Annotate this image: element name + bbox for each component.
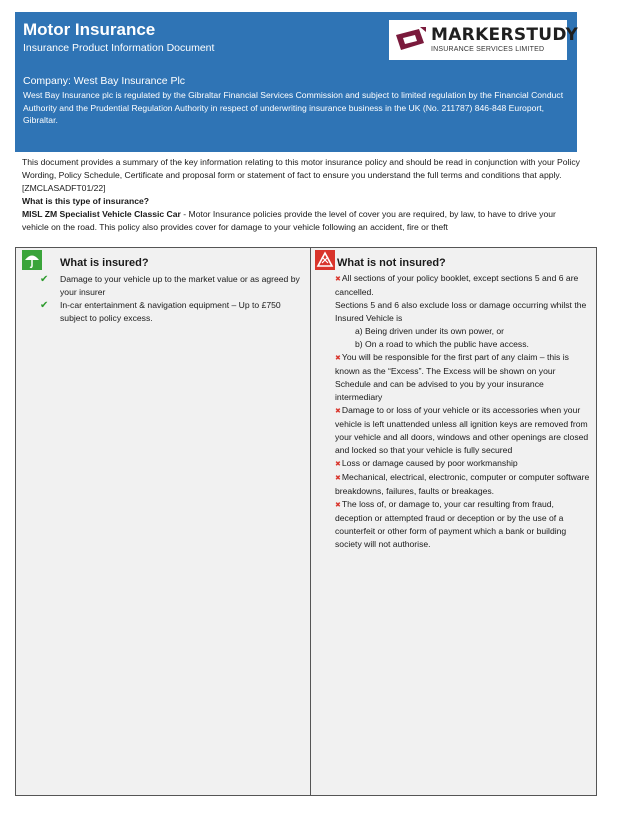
check-icon: ✔ bbox=[40, 274, 49, 285]
cross-icon: ✖ bbox=[335, 460, 341, 468]
sections-note: Sections 5 and 6 also exclude loss or damage occurring whilst the Insured Vehicle is bbox=[335, 300, 587, 323]
insurance-type-question: What is this type of insurance? bbox=[22, 196, 150, 206]
header-banner bbox=[15, 12, 577, 152]
sub-item-a: a) Being driven under its own power, or bbox=[355, 326, 505, 336]
logo-subtext: INSURANCE SERVICES LIMITED bbox=[431, 46, 545, 53]
list-item: ✖Damage to or loss of your vehicle or its accessories when your vehicle is left unattended unless all ignition keys are removed from your vehicle and all doors, windows and other openings are closed and locked so that your vehicle is fully secured bbox=[335, 405, 589, 455]
summary-text: This document provides a summary of the key information relating to this motor insurance policy and should be read in conjunction with your Policy Wording, Policy Schedule, Certificate and proposal form or statement of fact to ensure you understand the full terms and conditions that apply. [ZMCLASADFT01/22] bbox=[22, 157, 580, 193]
product-text: - Motor Insurance policies provide the level of cover you are required, by law, to have to drive your vehicle on the road. This policy also provides cover for damage to your vehicle following an accident, fire or theft bbox=[22, 209, 556, 232]
not-insured-list bbox=[335, 272, 593, 551]
insured-list bbox=[40, 273, 300, 325]
insured-heading: What is insured? bbox=[60, 257, 149, 269]
list-item: ✖You will be responsible for the first part of any claim – this is known as the “Excess”. The Excess will be shown on your Schedule and can be advised to you by your insurance intermediary bbox=[335, 352, 569, 402]
product-name: MISL ZM Specialist Vehicle Classic Car bbox=[22, 209, 181, 219]
markerstudy-logo bbox=[389, 20, 579, 60]
not-insured-heading: What is not insured? bbox=[337, 257, 446, 269]
cross-icon: ✖ bbox=[335, 407, 341, 415]
umbrella-icon bbox=[22, 250, 42, 270]
cover-panels bbox=[15, 247, 597, 796]
cross-icon: ✖ bbox=[335, 354, 341, 362]
document-subtitle: Insurance Product Information Document bbox=[23, 42, 215, 54]
product-description bbox=[22, 208, 582, 234]
what-is-insured-panel bbox=[16, 248, 310, 795]
list-item: ✖All sections of your policy booklet, except sections 5 and 6 are cancelled. bbox=[335, 273, 579, 297]
what-is-not-insured-panel bbox=[311, 248, 597, 795]
markerstudy-logo-icon bbox=[393, 27, 427, 53]
cross-icon: ✖ bbox=[335, 501, 341, 509]
list-item: ✔ In-car entertainment & navigation equipment – Up to £750 subject to policy excess. bbox=[40, 300, 281, 323]
warning-icon bbox=[315, 250, 335, 270]
list-item: ✔ Damage to your vehicle up to the market value or as agreed by your insurer bbox=[40, 274, 300, 297]
list-item: ✖Loss or damage caused by poor workmanship bbox=[335, 458, 518, 468]
check-icon: ✔ bbox=[40, 300, 49, 311]
logo-name: MARKERSTUDY bbox=[431, 25, 579, 45]
list-item: ✖The loss of, or damage to, your car resulting from fraud, deception or attempted fraud or deception or by the use of a counterfeit or other form of payment which a bank or building society will not authorise. bbox=[335, 499, 567, 549]
company-name: Company: West Bay Insurance Plc bbox=[23, 75, 186, 87]
cross-icon: ✖ bbox=[335, 275, 341, 283]
regulation-text: West Bay Insurance plc is regulated by the Gibraltar Financial Services Commission and subject to limited regulation by the Financial Conduct Authority and the Prudential Regulation Authority in respect of underwriting insurance business in the UK (No. 211787) 846-848 Europort, Gibraltar. bbox=[23, 90, 564, 125]
sub-item-b: b) On a road to which the public have access. bbox=[355, 339, 529, 349]
list-item: ✖Mechanical, electrical, electronic, computer or computer software breakdowns, failures, faults or breakages. bbox=[335, 472, 590, 496]
intro-section bbox=[22, 156, 582, 234]
cross-icon: ✖ bbox=[335, 474, 341, 482]
document-title: Motor Insurance bbox=[23, 20, 156, 39]
